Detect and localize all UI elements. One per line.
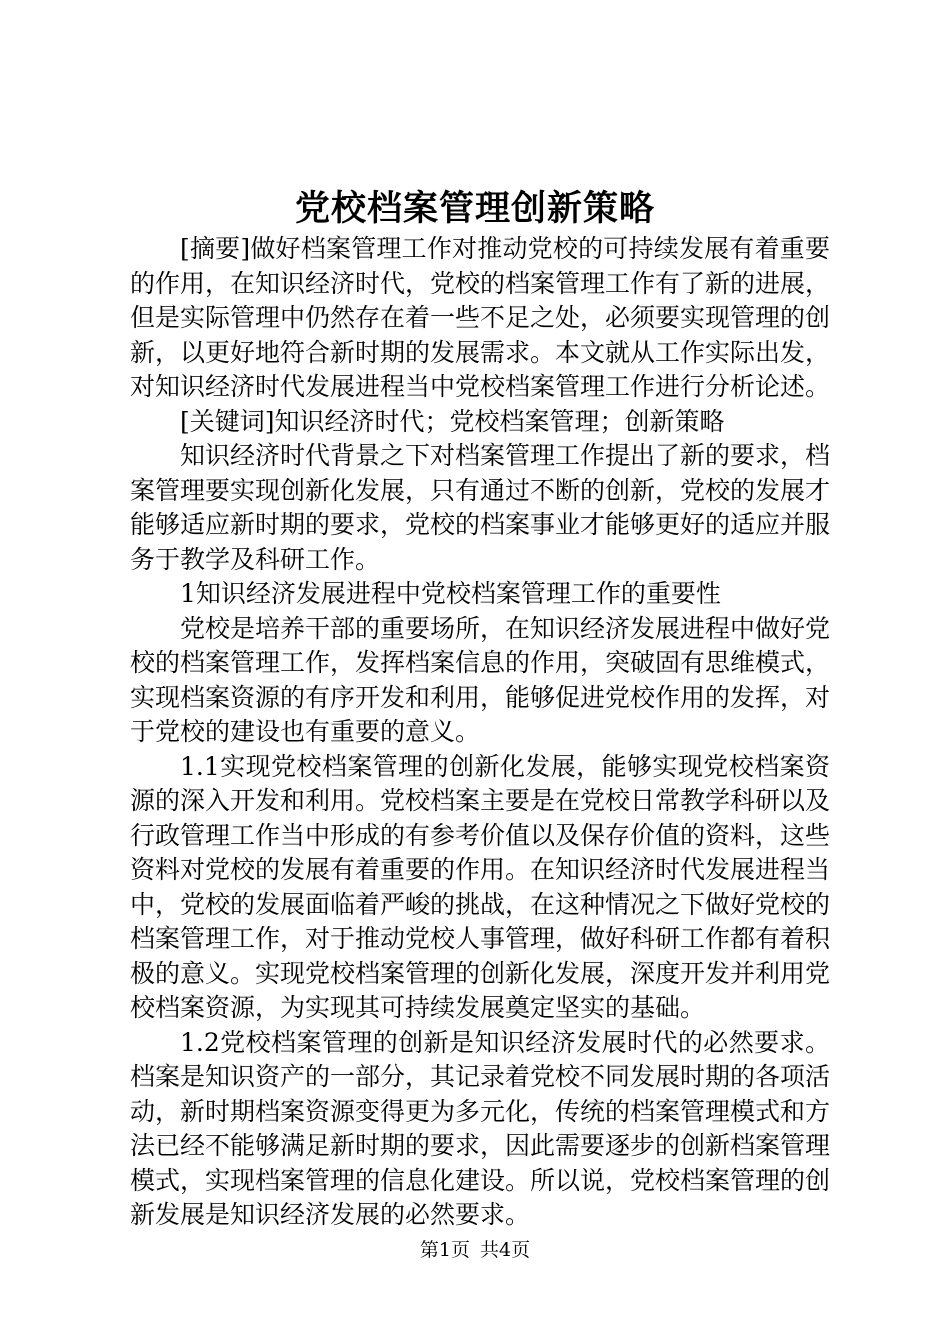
subsection-1-1-paragraph: 1.1实现党校档案管理的创新化发展，能够实现党校档案资源的深入开发和利用。党校档案主要是在党校日常教学科研以及行政管理工作当中形成的有参考价值以及保存价值的资料，这些资料对党校的发展有着重要的作用。在知识经济时代发展进程当中，党校的发展面临着严峻的挑战，在这种情况之下做好党校的档案管理工作，对于推动党校人事管理，做好科研工作都有着积极的意义。实现党校档案管理的创新化发展，深度开发并利用党校档案资源，为实现其可持续发展奠定坚实的基础。 (130, 751, 831, 1022)
abstract-paragraph: [摘要]做好档案管理工作对推动党校的可持续发展有着重要的作用，在知识经济时代，党校的档案管理工作有了新的进展，但是实际管理中仍然存在着一些不足之处，必须要实现管理的创新，以更好地符合新时期的发展需求。本文就从工作实际出发，对知识经济时代发展进程当中党校档案管理工作进行分析论述。 (130, 234, 831, 401)
intro-paragraph: 知识经济时代背景之下对档案管理工作提出了新的要求，档案管理要实现创新化发展，只有通过不断的创新，党校的发展才能够适应新时期的要求，党校的档案事业才能够更好的适应并服务于教学及科研工作。 (130, 441, 831, 574)
document-title: 党校档案管理创新策略 (294, 188, 655, 229)
section-heading-1: 1知识经济发展进程中党校档案管理工作的重要性 (180, 579, 721, 608)
document-body (130, 232, 830, 1233)
page-footer (0, 1238, 950, 1262)
section-1-paragraph: 党校是培养干部的重要场所，在知识经济发展进程中做好党校的档案管理工作，发挥档案信息的作用，突破固有思维模式，实现档案资源的有序开发和利用，能够促进党校作用的发挥，对于党校的建设也有重要的意义。 (130, 613, 831, 746)
keywords-paragraph: [关键词]知识经济时代；党校档案管理；创新策略 (180, 406, 725, 436)
page-total: 共4页 (480, 1239, 531, 1261)
page-number: 第1页 (419, 1239, 470, 1261)
subsection-1-2-paragraph: 1.2党校档案管理的创新是知识经济发展时代的必然要求。档案是知识资产的一部分，其记录着党校不同发展时期的各项活动，新时期档案资源变得更为多元化，传统的档案管理模式和方法已经不能够满足新时期的要求，因此需要逐步的创新档案管理模式，实现档案管理的信息化建设。所以说，党校档案管理的创新发展是知识经济发展的必然要求。 (130, 1027, 831, 1229)
